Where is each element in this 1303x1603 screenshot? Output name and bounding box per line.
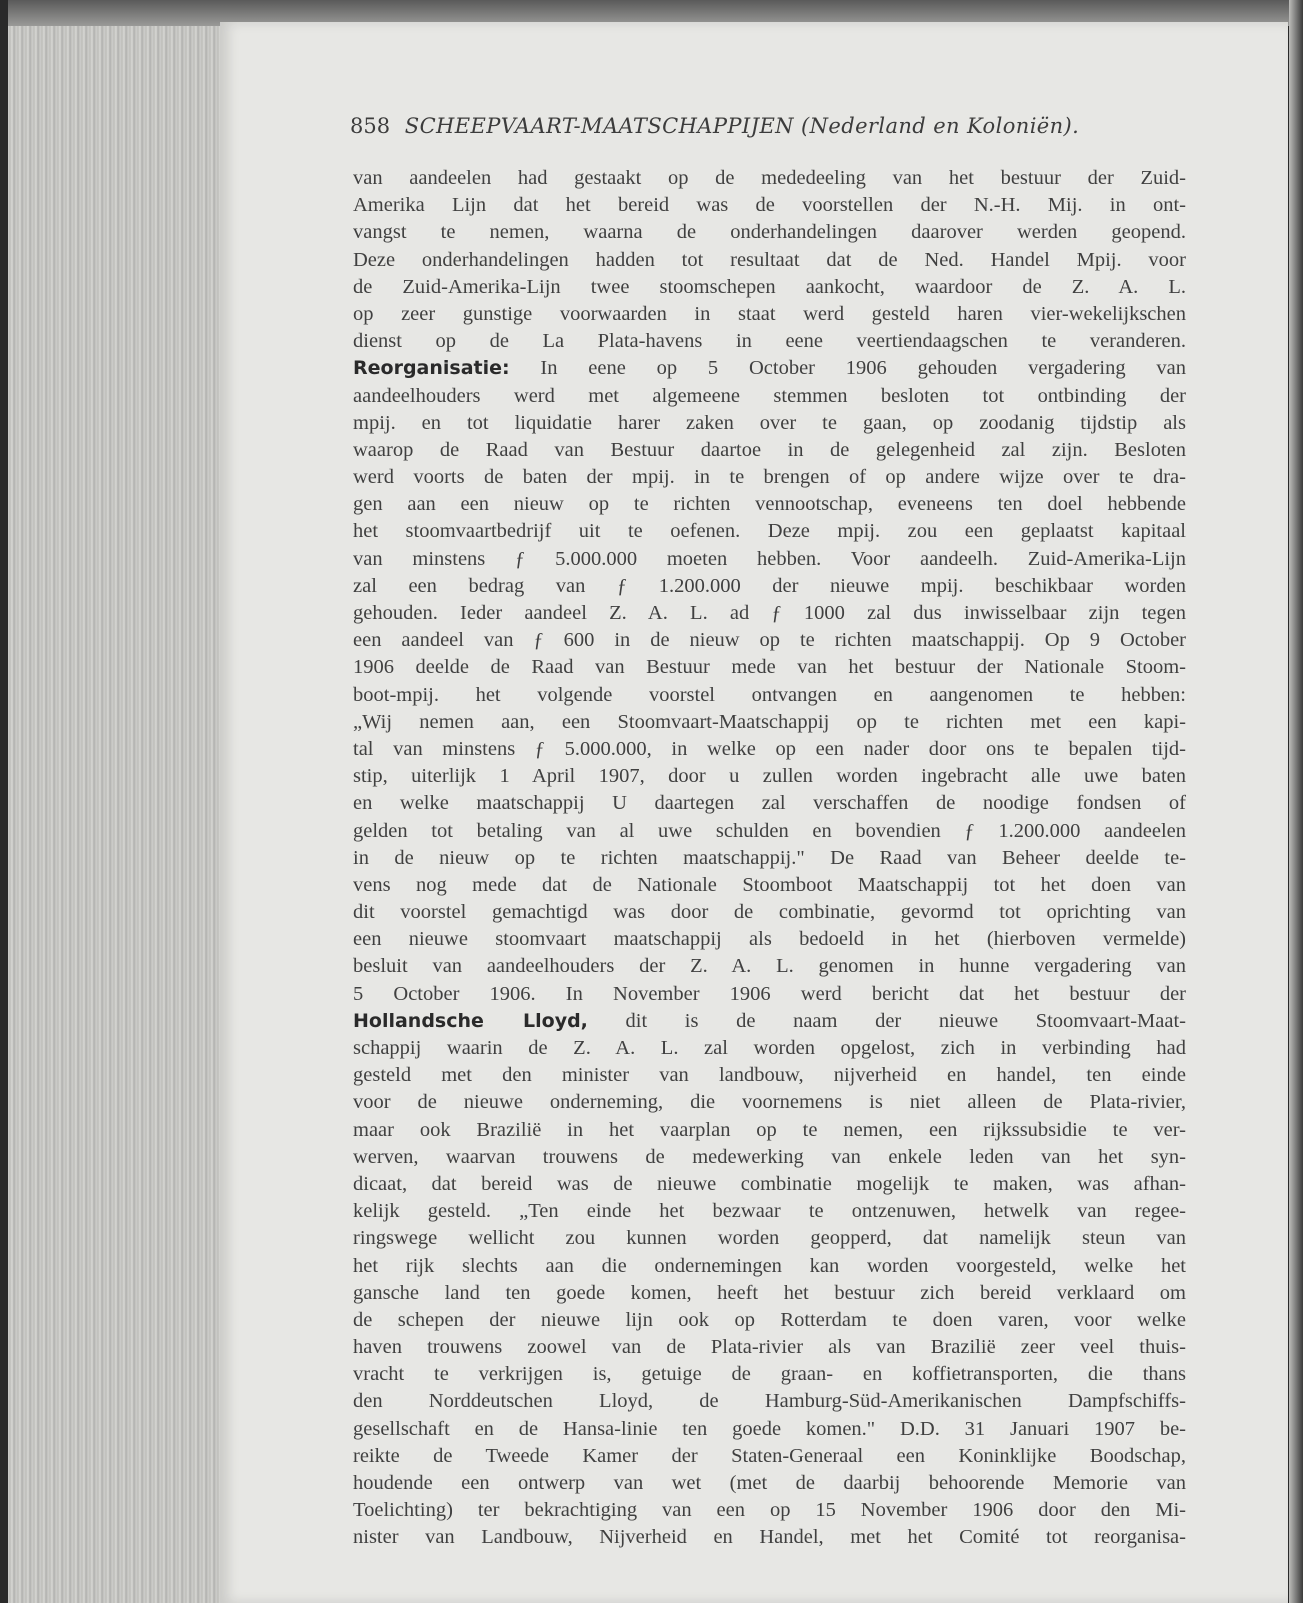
line-text: voor de nieuwe onderneming, die voornemens is niet alleen de Plata-rivier, — [353, 1091, 1186, 1114]
text-line — [353, 818, 1186, 845]
line-text: schappij waarin de Z. A. L. zal worden opgelost, zich in verbinding had — [353, 1037, 1186, 1059]
line-text: maar ook Brazilië in het vaarplan op te nemen, een rijkssubsidie te ver- — [353, 1118, 1186, 1141]
text-line — [353, 1307, 1186, 1334]
text-line — [353, 546, 1186, 573]
line-text: gansche land ten goede komen, heeft het bestuur zich bereid verklaard om — [353, 1281, 1186, 1304]
text-line — [353, 1280, 1186, 1307]
line-text: vracht te verkrijgen is, getuige de graan- en koffietransporten, die thans — [353, 1363, 1186, 1386]
line-text: het stoomvaartbedrijf uit te oefenen. Deze mpij. zou een geplaatst kapitaal — [353, 520, 1186, 543]
text-line — [353, 1388, 1186, 1415]
line-text: tal van minstens ƒ 5.000.000, in welke op een nader door ons te bepalen tijd- — [353, 737, 1186, 760]
running-title: SCHEEPVAART-MAATSCHAPPIJEN (Nederland en Koloniën). — [404, 114, 1080, 138]
line-text: In eene op 5 October 1906 gehouden vergadering van — [540, 357, 1186, 380]
book-gutter-shadow — [1289, 0, 1303, 1603]
line-text: houdende een ontwerp van wet (met de daarbij behoorende Memorie van — [353, 1472, 1186, 1494]
line-text: dit is de naam der nieuwe Stoomvaart-Maat- — [625, 1009, 1186, 1032]
text-line — [353, 1524, 1186, 1551]
line-text: den Norddeutschen Lloyd, de Hamburg-Süd-Amerikanischen Dampfschiffs- — [353, 1390, 1186, 1413]
line-text: aandeelhouders werd met algemeene stemmen besloten tot ontbinding der — [353, 384, 1186, 407]
line-text: een aandeel van ƒ 600 in de nieuw op te richten maatschappij. Op 9 October — [353, 629, 1186, 652]
line-text: boot-mpij. het volgende voorstel ontvangen en aangenomen te hebben: — [353, 683, 1186, 706]
text-line — [353, 165, 1186, 192]
text-line — [353, 654, 1186, 681]
line-text: stip, uiterlijk 1 April 1907, door u zullen worden ingebracht alle uwe baten — [353, 765, 1186, 788]
text-line — [353, 899, 1186, 926]
text-line — [353, 600, 1186, 627]
text-line — [353, 573, 1186, 600]
line-text: waarop de Raad van Bestuur daartoe in de gelegenheid zal zijn. Besloten — [353, 438, 1186, 461]
text-line — [353, 1497, 1186, 1524]
line-text: ringswege wellicht zou kunnen worden geopperd, dat namelijk steun van — [353, 1227, 1186, 1250]
text-line — [353, 1443, 1186, 1470]
line-text: van minstens ƒ 5.000.000 moeten hebben. Voor aandeelh. Zuid-Amerika-Lijn — [353, 547, 1186, 570]
text-line — [353, 981, 1186, 1008]
line-text: Toelichting) ter bekrachtiging van een op 15 November 1906 door den Mi- — [353, 1499, 1186, 1522]
line-text: dienst op de La Plata-havens in eene veertiendaagschen te veranderen. — [353, 330, 1186, 353]
line-text: 5 October 1906. In November 1906 werd bericht dat het bestuur der — [353, 982, 1186, 1005]
text-line — [353, 926, 1186, 953]
line-text: besluit van aandeelhouders der Z. A. L. genomen in hunne vergadering van — [353, 955, 1186, 978]
line-text: op zeer gunstige voorwaarden in staat werd gesteld haren vier-wekelijkschen — [353, 302, 1186, 325]
text-line — [353, 383, 1186, 410]
text-line — [353, 274, 1186, 301]
line-text: kelijk gesteld. „Ten einde het bezwaar te ontzenuwen, hetwelk van regee- — [353, 1200, 1186, 1223]
page-number: 858 — [350, 114, 391, 138]
text-line — [353, 682, 1186, 709]
text-line — [353, 219, 1186, 246]
text-line — [353, 627, 1186, 654]
text-line — [353, 1225, 1186, 1252]
body-text — [353, 165, 1186, 1552]
text-line — [353, 1253, 1186, 1280]
line-text: vangst te nemen, waarna de onderhandelingen daarover werden geopend. — [353, 221, 1186, 244]
line-text: nister van Landbouw, Nijverheid en Handel, met het Comité tot reorganisa- — [353, 1526, 1186, 1549]
line-text: en welke maatschappij U daartegen zal verschaffen de noodige fondsen of — [353, 792, 1186, 815]
text-line — [353, 953, 1186, 980]
running-header — [350, 114, 1190, 138]
line-text: in de nieuw op te richten maatschappij." De Raad van Beheer deelde te- — [353, 846, 1186, 869]
line-text: de Zuid-Amerika-Lijn twee stoomschepen aankocht, waardoor de Z. A. L. — [353, 275, 1186, 298]
line-text: van aandeelen had gestaakt op de mededeeling van het bestuur der Zuid- — [353, 167, 1186, 189]
line-text: werven, waarvan trouwens de medewerking van enkele leden van het syn- — [353, 1145, 1186, 1168]
line-text: de schepen der nieuwe lijn ook op Rotterdam te doen varen, voor welke — [353, 1308, 1186, 1331]
text-line — [353, 1117, 1186, 1144]
text-line — [353, 192, 1186, 219]
section-heading: Hollandsche Lloyd, — [353, 1009, 588, 1032]
book-page-edges — [8, 0, 220, 1603]
line-text: gesellschaft en de Hansa-linie ten goede komen." D.D. 31 Januari 1907 be- — [353, 1417, 1186, 1440]
line-text: Amerika Lijn dat het bereid was de voorstellen der N.-H. Mij. in ont- — [353, 194, 1186, 217]
text-line — [353, 328, 1186, 355]
line-text: 1906 deelde de Raad van Bestuur mede van het bestuur der Nationale Stoom- — [353, 656, 1186, 679]
line-text: gen aan een nieuw op te richten vennootschap, eveneens ten doel hebbende — [353, 493, 1186, 516]
line-text: „Wij nemen aan, een Stoomvaart-Maatschappij op te richten met een kapi- — [353, 710, 1186, 733]
line-text: mpij. en tot liquidatie harer zaken over te gaan, op zoodanig tijdstip als — [353, 411, 1186, 434]
text-line — [353, 410, 1186, 437]
text-line — [353, 1062, 1186, 1089]
line-text: zal een bedrag van ƒ 1.200.000 der nieuwe mpij. beschikbaar worden — [353, 574, 1186, 597]
line-text: werd voorts de baten der mpij. in te brengen of op andere wijze over te dra- — [353, 466, 1186, 489]
text-line — [353, 491, 1186, 518]
line-text: dit voorstel gemachtigd was door de combinatie, gevormd tot oprichting van — [353, 901, 1186, 924]
text-line — [353, 763, 1186, 790]
line-text: gelden tot betaling van al uwe schulden en bovendien ƒ 1.200.000 aandeelen — [353, 819, 1186, 842]
text-line — [353, 1144, 1186, 1171]
text-line — [353, 1198, 1186, 1225]
section-heading: Reorganisatie: — [353, 357, 510, 380]
text-line — [353, 1171, 1186, 1198]
text-line — [353, 736, 1186, 763]
text-line — [353, 1470, 1186, 1497]
text-line — [353, 437, 1186, 464]
line-text: dicaat, dat bereid was de nieuwe combinatie mogelijk te maken, was afhan- — [353, 1172, 1186, 1195]
text-line — [353, 1089, 1186, 1116]
line-text: vens nog mede dat de Nationale Stoomboot Maatschappij tot het doen van — [353, 873, 1186, 896]
text-line — [353, 790, 1186, 817]
text-line — [353, 355, 1186, 382]
text-line — [353, 872, 1186, 899]
line-text: reikte de Tweede Kamer der Staten-Generaal een Koninklijke Boodschap, — [353, 1444, 1186, 1467]
text-line — [353, 1008, 1186, 1035]
line-text: Deze onderhandelingen hadden tot resultaat dat de Ned. Handel Mpij. voor — [353, 248, 1186, 271]
text-line — [353, 464, 1186, 491]
text-line — [353, 709, 1186, 736]
text-line — [353, 247, 1186, 274]
line-text: gesteld met den minister van landbouw, nijverheid en handel, ten einde — [353, 1064, 1186, 1087]
text-line — [353, 1035, 1186, 1062]
text-line — [353, 301, 1186, 328]
text-line — [353, 518, 1186, 545]
line-text: een nieuwe stoomvaart maatschappij als bedoeld in het (hierboven vermelde) — [353, 928, 1186, 951]
text-line — [353, 1334, 1186, 1361]
text-line — [353, 845, 1186, 872]
line-text: het rijk slechts aan die ondernemingen kan worden voorgesteld, welke het — [353, 1254, 1186, 1277]
line-text: gehouden. Ieder aandeel Z. A. L. ad ƒ 1000 zal dus inwisselbaar zijn tegen — [353, 602, 1186, 624]
text-line — [353, 1416, 1186, 1443]
text-line — [353, 1361, 1186, 1388]
line-text: haven trouwens zoowel van de Plata-rivier als van Brazilië zeer veel thuis- — [353, 1336, 1186, 1359]
